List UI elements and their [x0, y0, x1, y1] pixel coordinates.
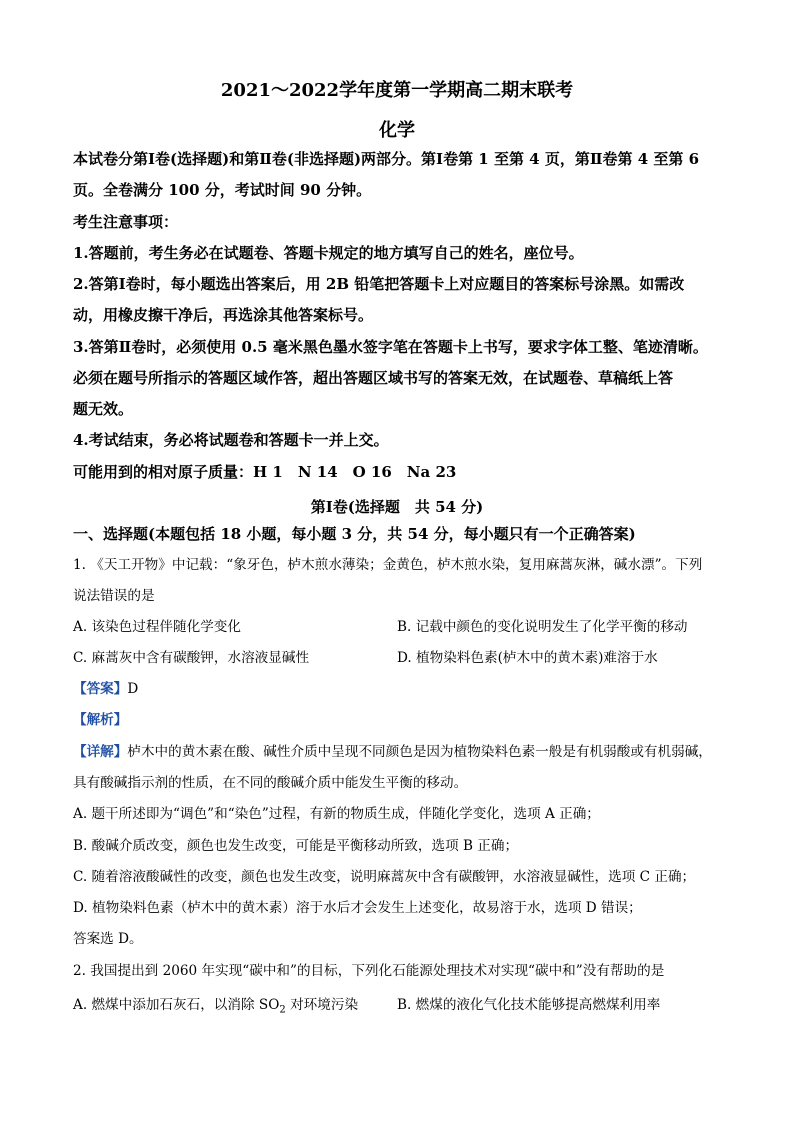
notice-item-4: 4.考试结束，务必将试题卷和答题卡一并上交。 — [73, 431, 389, 449]
intro-line-2: 页。全卷满分 100 分，考试时间 90 分钟。 — [73, 181, 372, 199]
answer-tag: 【答案】 — [73, 681, 128, 697]
notice-heading: 考生注意事项： — [73, 213, 179, 231]
q2-stem: 2. 我国提出到 2060 年实现“碳中和”的目标，下列化石能源处理技术对实现“碳中和”没有帮助的是 — [73, 963, 665, 979]
notice-item-3-line-1: 3.答第Ⅱ卷时，必须使用 0.5 毫米黑色墨水签字笔在答题卡上书写，要求字体工整、笔迹清晰。 — [73, 338, 708, 356]
intro-line-1: 本试卷分第Ⅰ卷(选择题)和第Ⅱ卷(非选择题)两部分。第Ⅰ卷第 1 至第 4 页，第Ⅱ卷第 4 至第 6 — [73, 150, 700, 168]
q1-stem-line-1: 1. 《天工开物》中记载：“象牙色，栌木煎水薄染；金黄色，栌木煎水染，复用麻蒿灰淋，碱水漂”。下列 — [73, 557, 703, 573]
exam-title: 2021～2022学年度第一学期高二期末联考 — [220, 80, 574, 101]
notice-item-2-line-2: 动，用橡皮擦干净后，再选涂其他答案标号。 — [73, 306, 374, 324]
answer-value: D — [127, 681, 139, 697]
q1-option-b: B. 记载中颜色的变化说明发生了化学平衡的移动 — [397, 619, 688, 635]
notice-item-3-line-2: 必须在题号所指示的答题区域作答，超出答题区域书写的答案无效，在试题卷、草稿纸上答 — [73, 369, 674, 387]
q1-explain-a: A. 题干所述即为“调色”和“染色”过程，有新的物质生成，伴随化学变化，选项 A 正确； — [73, 806, 600, 822]
q1-analysis-line — [73, 714, 127, 728]
q2-option-a-text: A. 燃煤中添加石灰石，以消除 SO — [73, 997, 280, 1013]
q1-option-a: A. 该染色过程伴随化学变化 — [73, 619, 241, 635]
q1-detail-line-2: 具有酸碱指示剂的性质，在不同的酸碱介质中能发生平衡的移动。 — [73, 775, 468, 791]
part1-title: 第Ⅰ卷(选择题 共 54 分) — [310, 498, 484, 516]
q1-option-c: C. 麻蒿灰中含有碳酸钾，水溶液显碱性 — [73, 650, 310, 666]
detail-text: 栌木中的黄木素在酸、碱性介质中呈现不同颜色是因为植物染料色素一般是有机弱酸或有机弱碱， — [127, 744, 712, 760]
analysis-tag: 【解析】 — [73, 712, 128, 728]
q1-explain-d: D. 植物染料色素（栌木中的黄木素）溶于水后才会发生上述变化，故易溶于水，选项 D 错误； — [73, 900, 642, 916]
notice-item-2-line-1: 2.答第Ⅰ卷时，每小题选出答案后，用 2B 铅笔把答题卡上对应题目的答案标号涂黑。如需改 — [73, 275, 685, 293]
q1-detail-line-1 — [73, 746, 712, 760]
q1-explain-b: B. 酸碱介质改变，颜色也发生改变，可能是平衡移动所致，选项 B 正确； — [73, 838, 519, 854]
q1-conclusion: 答案选 D。 — [73, 931, 143, 947]
q2-option-a-subscript: 2 — [279, 1004, 286, 1016]
q1-answer-line — [73, 683, 138, 697]
atomic-mass-line: 可能用到的相对原子质量：H 1 N 14 O 16 Na 23 — [73, 463, 457, 481]
subject-title: 化学 — [379, 120, 415, 141]
q1-explain-c: C. 随着溶液酸碱性的改变，颜色也发生改变，说明麻蒿灰中含有碳酸钾，水溶液显碱性，选项 C 正确； — [73, 869, 696, 885]
detail-tag: 【详解】 — [73, 744, 128, 760]
notice-item-1: 1.答题前，考生务必在试题卷、答题卡规定的地方填写自己的姓名，座位号。 — [73, 244, 584, 262]
notice-item-3-line-3: 题无效。 — [73, 400, 134, 418]
q2-option-b: B. 燃煤的液化气化技术能够提高燃煤利用率 — [397, 997, 661, 1013]
q1-stem-line-2: 说法错误的是 — [73, 588, 155, 604]
q2-option-a-tail: 对环境污染 — [285, 997, 359, 1013]
q2-option-a — [73, 999, 358, 1016]
section-heading: 一、选择题(本题包括 18 小题，每小题 3 分，共 54 分，每小题只有一个正确答案) — [73, 525, 636, 543]
q1-option-d: D. 植物染料色素(栌木中的黄木素)难溶于水 — [397, 650, 658, 666]
